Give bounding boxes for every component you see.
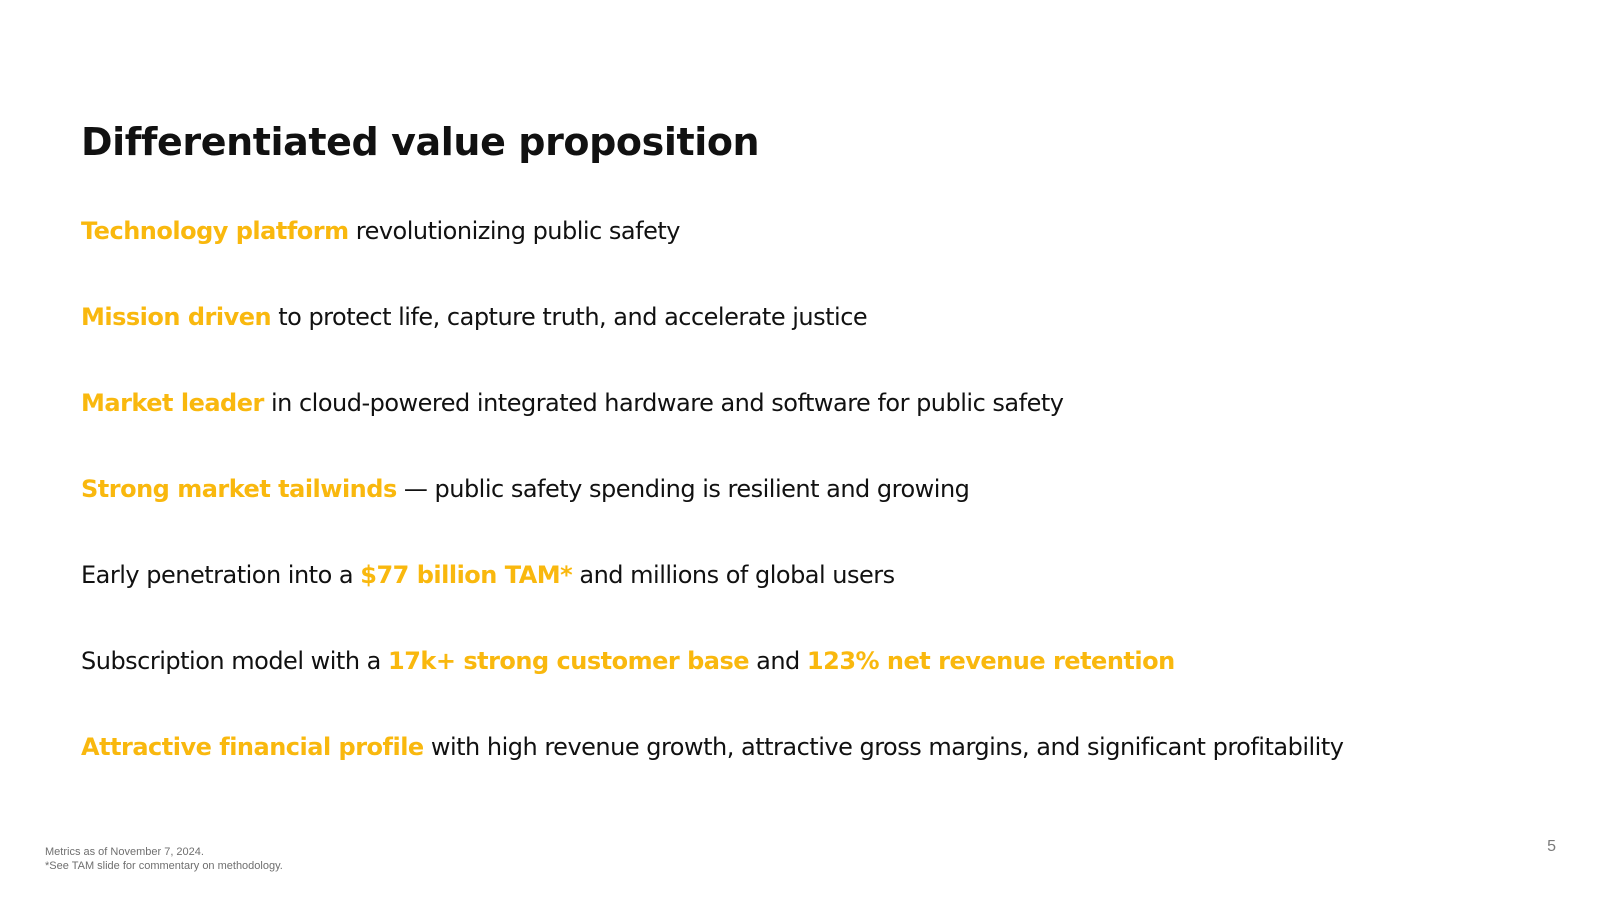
highlight-text: Mission driven	[81, 303, 272, 331]
page-number: 5	[1547, 838, 1556, 855]
body-text: revolutionizing public safety	[348, 217, 680, 245]
body-text: with high revenue growth, attractive gross margins, and significant profitability	[423, 733, 1344, 761]
highlight-text: Attractive financial profile	[81, 733, 424, 761]
highlight-text: Strong market tailwinds	[81, 475, 397, 503]
body-text: and	[749, 647, 807, 675]
body-text: Subscription model with a	[81, 647, 388, 675]
list-item	[81, 388, 1063, 418]
body-text: to protect life, capture truth, and accelerate justice	[271, 303, 868, 331]
highlight-text: 123% net revenue retention	[806, 647, 1175, 675]
page-title: Differentiated value proposition	[81, 120, 760, 164]
list-item	[81, 474, 969, 504]
list-item	[81, 216, 680, 246]
body-text: Early penetration into a	[81, 561, 361, 589]
list-item	[81, 732, 1343, 762]
body-text: and millions of global users	[572, 561, 895, 589]
highlight-text: 17k+ strong customer base	[388, 647, 749, 675]
list-item	[81, 560, 895, 590]
highlight-text: Market leader	[81, 389, 264, 417]
body-text: in cloud-powered integrated hardware and software for public safety	[263, 389, 1064, 417]
footnote-line: *See TAM slide for commentary on methodology.	[45, 860, 283, 872]
highlight-text: Technology platform	[81, 217, 349, 245]
list-item	[81, 646, 1175, 676]
list-item	[81, 302, 867, 332]
highlight-text: $77 billion TAM*	[360, 561, 573, 589]
footnote-line: Metrics as of November 7, 2024.	[45, 846, 204, 858]
footnote	[45, 845, 283, 873]
body-text: — public safety spending is resilient and growing	[396, 475, 970, 503]
